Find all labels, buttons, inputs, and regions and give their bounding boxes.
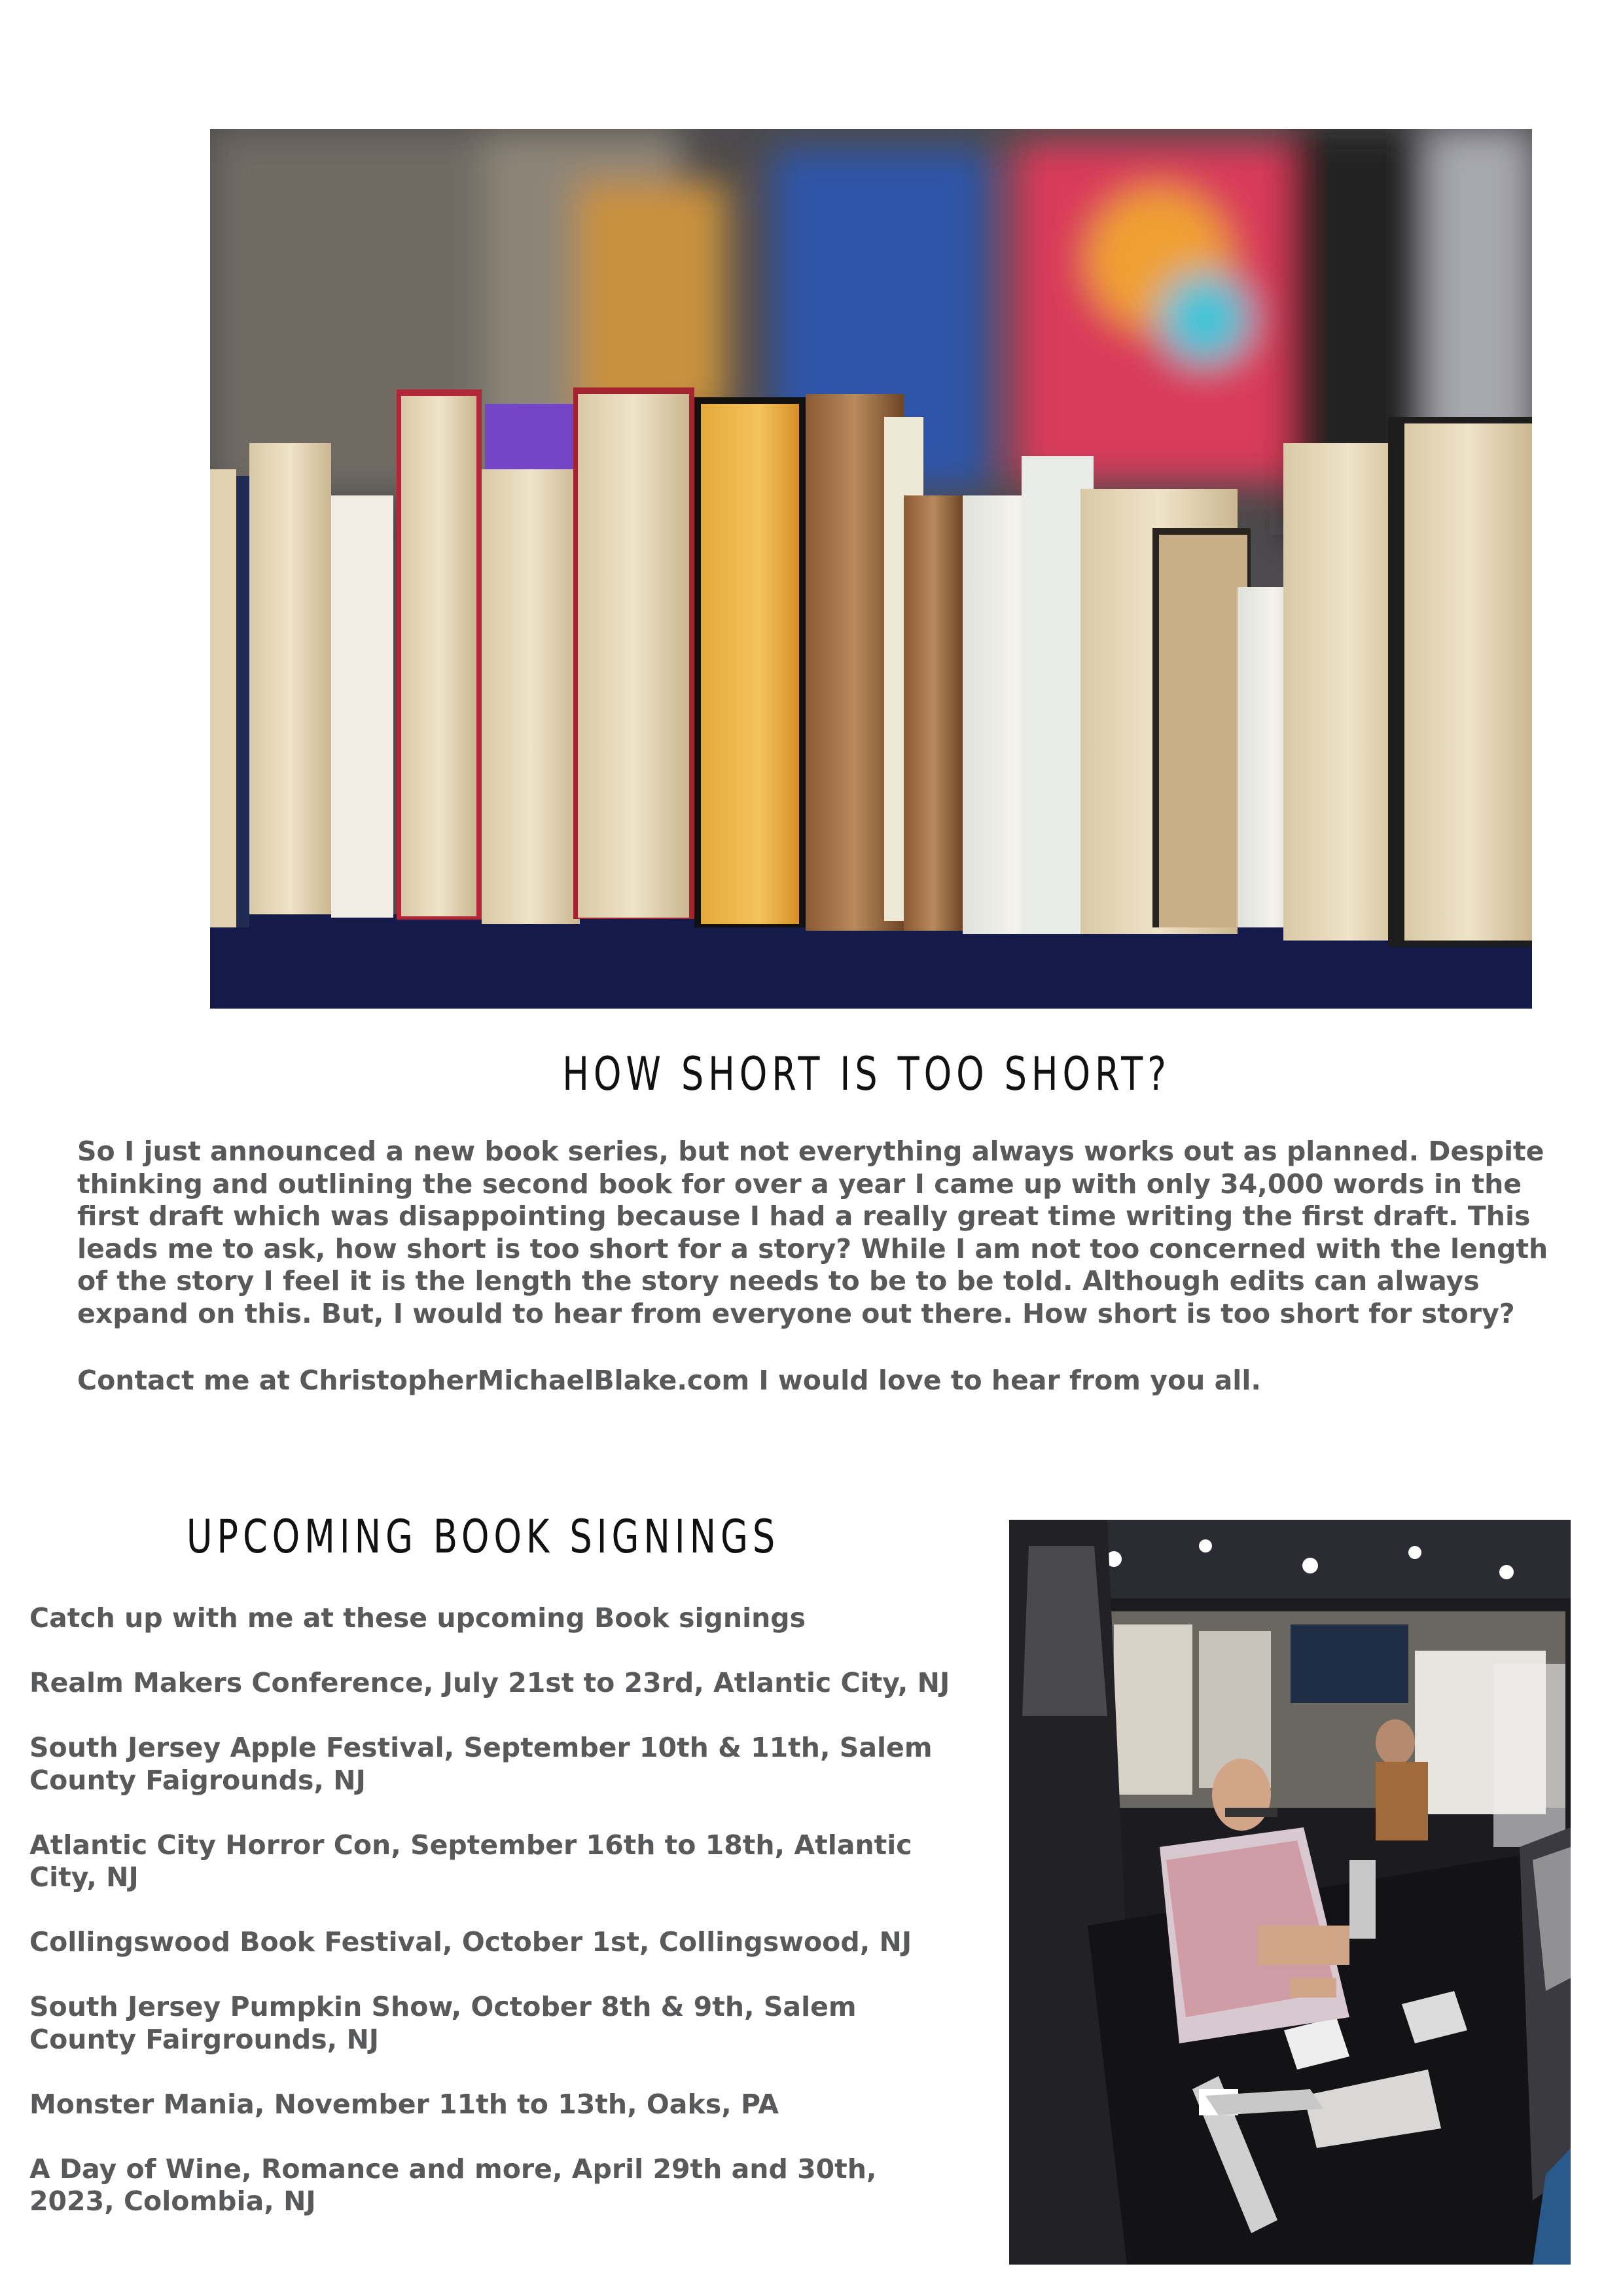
list-item: Monster Mania, November 11th to 13th, Oaks, PA <box>29 2088 779 2120</box>
post-title: HOW SHORT IS TOO SHORT? <box>562 1047 1171 1101</box>
list-item: Collingswood Book Festival, October 1st, Collingswood, NJ <box>29 1926 912 1958</box>
list-item: Atlantic City Horror Con, September 16th to 18th, Atlantic City, NJ <box>29 1829 912 1893</box>
author-signing-image <box>1009 1520 1571 2265</box>
signings-title: UPCOMING BOOK SIGNINGS <box>186 1510 780 1564</box>
hero-books-image <box>210 129 1532 1009</box>
signings-list <box>29 1602 965 2250</box>
signings-intro: Catch up with me at these upcoming Book signings <box>29 1602 806 1634</box>
list-item: South Jersey Apple Festival, September 10th & 11th, Salem County Faigrounds, NJ <box>29 1732 933 1796</box>
list-item: Realm Makers Conference, July 21st to 23rd, Atlantic City, NJ <box>29 1667 950 1698</box>
list-item: South Jersey Pumpkin Show, October 8th & 9th, Salem County Fairgrounds, NJ <box>29 1991 857 2055</box>
post-body: So I just announced a new book series, but not everything always works out as planned. Despite thinking and outlining the second book for over a year I came up with only 34,000 words in the first draft which was disappointing because I had a really great time writing the first draft. This leads me to ask, how short is too short for a story? While I am not too concerned with the length of the story I feel it is the length the story needs to be to be told. Although edits can always expand on this. But, I would to hear from everyone out there. How short is too short for story? <box>77 1136 1548 1329</box>
contact-text: Contact me at ChristopherMichaelBlake.com I would love to hear from you all. <box>77 1365 1261 1396</box>
list-item: A Day of Wine, Romance and more, April 29th and 30th, 2023, Colombia, NJ <box>29 2153 877 2217</box>
